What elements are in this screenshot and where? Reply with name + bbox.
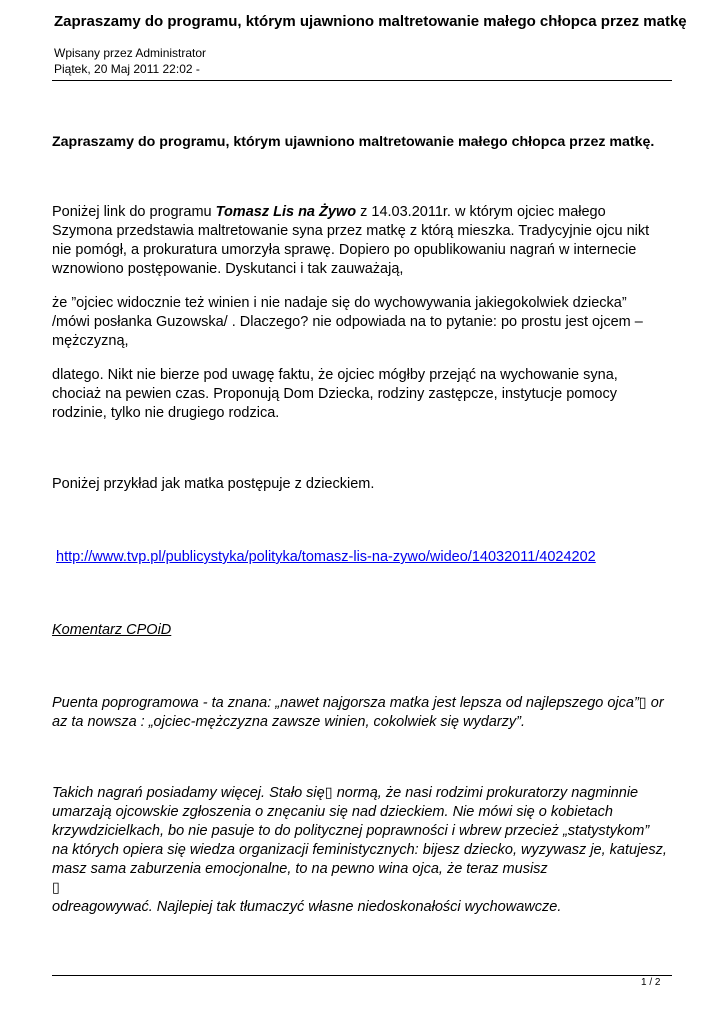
- program-name: Tomasz Lis na Żywo: [215, 204, 357, 220]
- page-number: 1 / 2: [641, 977, 661, 988]
- author-line: Wpisany przez Administrator: [54, 46, 207, 60]
- paragraph-6-line-7: odreagowywać. Najlepiej tak tłumaczyć własne niedoskonałości wychowawcze.: [52, 899, 562, 915]
- paragraph-6-line-6: ▯: [52, 880, 60, 896]
- date-line: Piątek, 20 Maj 2011 22:02 -: [54, 62, 200, 76]
- paragraph-5-line-2: az ta nowsza : „ojciec-mężczyzna zawsze winien, cokolwiek się wydarzy”.: [52, 714, 526, 730]
- paragraph-3-line-2: chociaż na pewien czas. Proponują Dom Dziecka, rodziny zastępcze, instytucje pomocy: [52, 386, 617, 402]
- paragraph-4: Poniżej przykład jak matka postępuje z dzieckiem.: [52, 476, 375, 492]
- paragraph-2-line-2: /mówi posłanka Guzowska/ . Dlaczego? nie odpowiada na to pytanie: po prostu jest ojcem –: [52, 314, 643, 330]
- comment-heading: Komentarz CPOiD: [52, 622, 172, 638]
- paragraph-6-line-5: masz sama zaburzenia emocjonalne, to na pewno wina ojca, że teraz musisz: [52, 861, 548, 877]
- header-meta: [54, 45, 206, 77]
- paragraph-1-line-2: Szymona przedstawia maltretowanie syna przez matkę z którą mieszka. Tradycyjnie ojcu nikt: [52, 223, 650, 239]
- paragraph-1: [52, 203, 677, 279]
- paragraph-5: [52, 694, 677, 732]
- article-title: Zapraszamy do programu, którym ujawniono maltretowanie małego chłopca przez matkę.: [52, 134, 655, 150]
- paragraph-1-line-1: Poniżej link do programu Tomasz Lis na Żywo z 14.03.2011r. w którym ojciec małego: [52, 204, 606, 220]
- header-title: Zapraszamy do programu, którym ujawniono maltretowanie małego chłopca przez matkę: [54, 13, 687, 30]
- paragraph-2: [52, 294, 677, 351]
- video-link-line: [56, 548, 681, 567]
- header-divider: [52, 80, 672, 81]
- paragraph-1-line-3: nie pomógł, a prokuratura umorzyła sprawę. Dopiero po opublikowaniu nagrań w internecie: [52, 242, 637, 258]
- paragraph-1-line-4: wznowiono postępowanie. Dyskutanci i tak zauważają,: [52, 261, 404, 277]
- paragraph-3: [52, 366, 677, 423]
- paragraph-6-line-1: Takich nagrań posiadamy więcej. Stało się▯ normą, że nasi rodzimi prokuratorzy nagminnie: [52, 785, 639, 801]
- video-link[interactable]: http://www.tvp.pl/publicystyka/polityka/tomasz-lis-na-zywo/wideo/14032011/4024202: [56, 549, 596, 565]
- paragraph-6-line-3: krzywdzicielkach, bo nie pasuje to do politycznej poprawności i wbrew przecież „statystykom”: [52, 823, 650, 839]
- comment-heading-line: [52, 621, 677, 640]
- paragraph-3-line-1: dlatego. Nikt nie bierze pod uwagę faktu, że ojciec mógłby przejąć na wychowanie syna,: [52, 367, 618, 383]
- paragraph-2-line-3: mężczyzną,: [52, 333, 129, 349]
- paragraph-6-line-2: umarzają ojcowskie zgłoszenia o znęcaniu się nad dzieckiem. Nie mówi się o kobietach: [52, 804, 613, 820]
- paragraph-2-line-1: że ”ojciec widocznie też winien i nie nadaje się do wychowywania jakiegokolwiek dziecka”: [52, 295, 627, 311]
- footer-divider: [52, 975, 672, 976]
- paragraph-3-line-3: rodzinie, tylko nie drugiego rodzica.: [52, 405, 280, 421]
- paragraph-6: [52, 784, 677, 917]
- paragraph-5-line-1: Puenta poprogramowa - ta znana: „nawet najgorsza matka jest lepsza od najlepszego ojca”▯ or: [52, 695, 664, 711]
- paragraph-6-line-4: na których opiera się wiedza organizacji feministycznych: bijesz dziecko, wyzywasz je, katujesz,: [52, 842, 667, 858]
